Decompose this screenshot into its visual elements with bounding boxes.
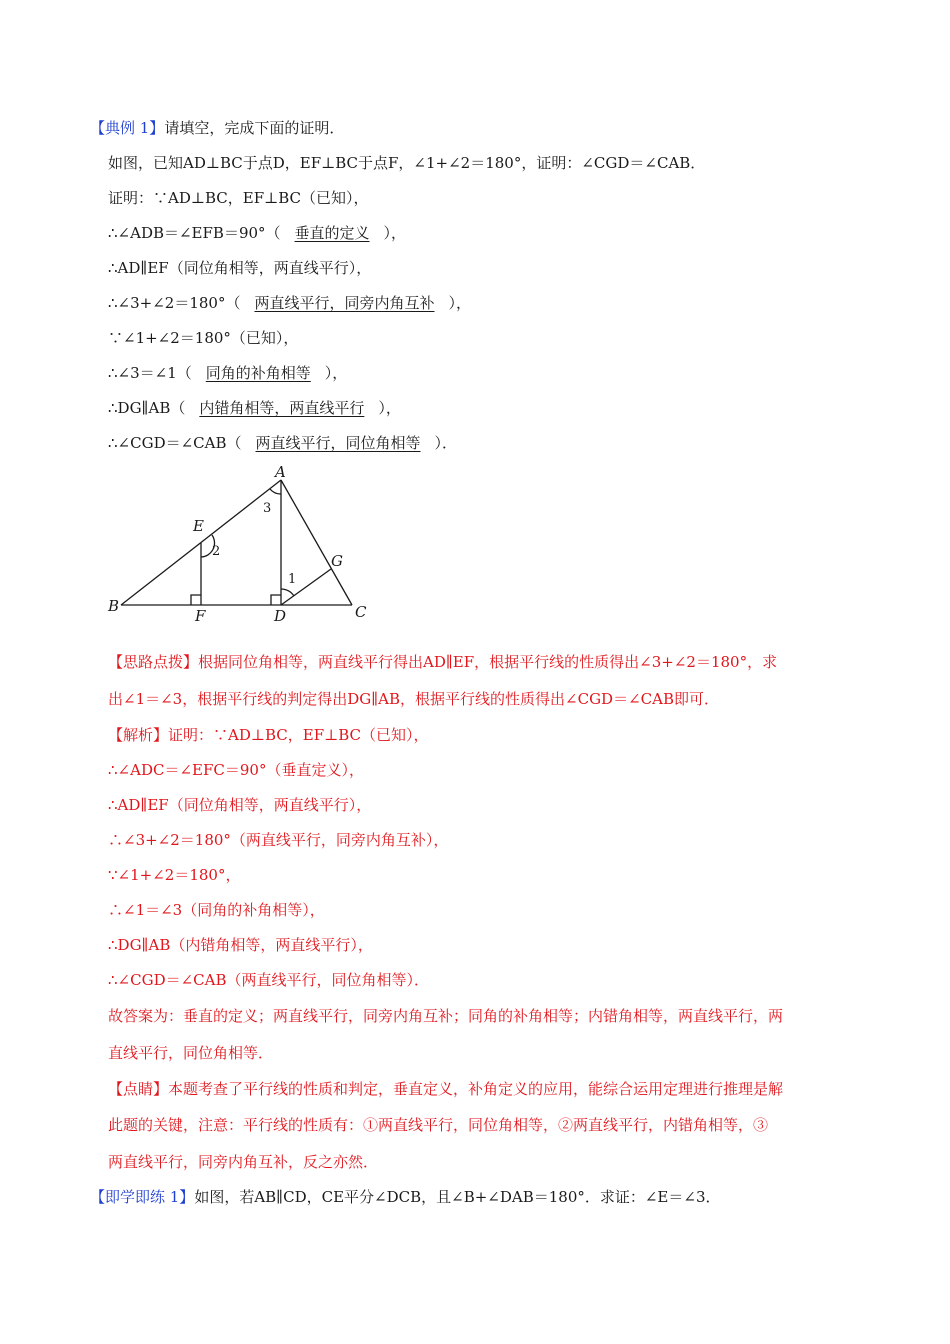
comment-line-2: 此题的关键，注意：平行线的性质有：①两直线平行，同位角相等，②两直线平行，内错角相等，③: [108, 1116, 769, 1134]
hint-line-2: 出∠1＝∠3，根据平行线的判定得出DG∥AB，根据平行线的性质得出∠CGD＝∠CAB即可．: [108, 690, 719, 708]
angle-mark-3: [270, 489, 281, 494]
label-e: E: [193, 517, 204, 535]
label-angle-1: 1: [288, 572, 297, 587]
example-tag: 【典例 1】: [90, 119, 165, 137]
solution-line: ∴DG∥AB（内错角相等，两直线平行），: [108, 936, 373, 954]
comment-line-1: 【点睛】本题考查了平行线的性质和判定，垂直定义，补角定义的应用，能综合运用定理进行推理是解: [108, 1080, 784, 1098]
example-statement: 如图，已知AD⊥BC于点D，EF⊥BC于点F，∠1+∠2＝180°，证明：∠CGD＝∠CAB．: [108, 154, 706, 172]
solution-heading: 【解析】证明：∵AD⊥BC，EF⊥BC（已知），: [108, 726, 429, 744]
proof-line: ∴∠CGD＝∠CAB（ 两直线平行，同位角相等 ）．: [108, 434, 458, 452]
hint-line-1: 【思路点拨】根据同位角相等，两直线平行得出AD∥EF，根据平行线的性质得出∠3+∠2＝180°，求: [108, 653, 778, 671]
practice-heading: [90, 1187, 721, 1207]
answer-blank: 同角的补角相等: [205, 364, 311, 382]
answer-blank: 两直线平行，同位角相等: [255, 434, 421, 452]
label-b: B: [108, 597, 120, 615]
solution-line: ∴∠3+∠2＝180°（两直线平行，同旁内角互补），: [108, 831, 449, 849]
proof-line: ∴AD∥EF（同位角相等，两直线平行），: [108, 259, 372, 277]
label-g: G: [331, 552, 343, 570]
label-f: F: [195, 607, 206, 625]
proof-line: ∴∠ADB＝∠EFB＝90°（ 垂直的定义 ），: [108, 224, 407, 242]
solution-line: ∴∠ADC＝∠EFC＝90°（垂直定义），: [108, 761, 364, 779]
label-angle-3: 3: [263, 501, 272, 516]
answer-line-2: 直线平行，同位角相等．: [108, 1044, 274, 1062]
hint-tag: 【思路点拨】: [108, 653, 199, 671]
label-d: D: [274, 607, 287, 625]
practice-text: 如图，若AB∥CD，CE平分∠DCB，且∠B+∠DAB＝180°．求证：∠E＝∠3．: [194, 1188, 721, 1206]
right-angle-f: [191, 595, 201, 605]
proof-line: 证明：∵AD⊥BC，EF⊥BC（已知），: [108, 189, 369, 207]
answer-blank: 垂直的定义: [294, 224, 370, 242]
answer-blank: 内错角相等，两直线平行: [199, 399, 365, 417]
right-angle-d: [271, 595, 281, 605]
answer-blank: 两直线平行，同旁内角互补: [254, 294, 435, 312]
proof-line: ∴∠3+∠2＝180°（ 两直线平行，同旁内角互补 ），: [108, 294, 471, 312]
comment-tag: 【点睛】: [108, 1080, 169, 1098]
answer-line-1: 故答案为：垂直的定义；两直线平行，同旁内角互补；同角的补角相等；内错角相等，两直线平行，两: [108, 1007, 784, 1025]
solution-line: ∴AD∥EF（同位角相等，两直线平行），: [108, 796, 372, 814]
geometry-figure: [100, 462, 380, 627]
example-title: 请填空，完成下面的证明．: [164, 119, 345, 137]
comment-line-3: 两直线平行，同旁内角互补，反之亦然．: [108, 1153, 379, 1171]
proof-line: ∴∠3＝∠1（ 同角的补角相等 ），: [108, 364, 348, 382]
proof-line: ∴DG∥AB（ 内错角相等，两直线平行 ），: [108, 399, 401, 417]
practice-tag: 【即学即练 1】: [90, 1188, 195, 1206]
example-heading: [90, 118, 344, 138]
label-angle-2: 2: [212, 544, 221, 559]
label-a: A: [275, 463, 286, 481]
solution-line: ∴∠1＝∠3（同角的补角相等），: [108, 901, 325, 919]
solution-line: ∵∠1+∠2＝180°，: [108, 866, 241, 884]
proof-line: ∵∠1+∠2＝180°（已知），: [108, 329, 299, 347]
solution-line: ∴∠CGD＝∠CAB（两直线平行，同位角相等）．: [108, 971, 430, 989]
label-c: C: [355, 603, 367, 621]
angle-mark-1: [281, 589, 294, 596]
solution-tag: 【解析】: [108, 726, 169, 744]
